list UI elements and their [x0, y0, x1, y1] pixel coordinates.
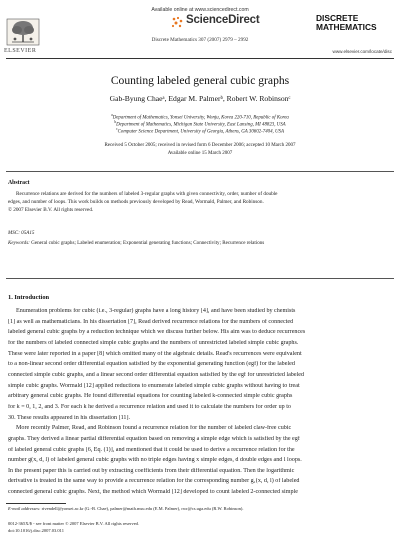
body-text-line: derivative is treated in the same way to provide a recurrence relation for the corresponding number g₁(x, d, l) of labeled [8, 478, 300, 485]
affiliation-c: $^c$Computer Science Department, University of Georgia, Athens, GA 30602-7404, USA [116, 127, 284, 135]
publisher-name: ELSEVIER [4, 48, 37, 54]
body-top-divider [6, 278, 394, 279]
abstract-heading: Abstract [8, 180, 30, 186]
abstract-top-divider [6, 171, 394, 172]
journal-title-line1: DISCRETE [316, 13, 359, 23]
keywords [8, 240, 264, 246]
copyright-line: 0012-365X/$ - see front matter © 2007 Elsevier B.V. All rights reserved. [8, 521, 140, 526]
affiliation-a: $^a$Department of Mathematics, Yonsei University, Wonju, Korea 220-710, Republic of Korea [111, 113, 289, 121]
body-text-line: graphs. They derived a linear partial differential equation based on removing a simple edge which is satisfied by the egf [8, 435, 300, 442]
body-text-line: for the numbers of labeled connected simple cubic graphs and the numbers of unrestricted labeled simple cubic graphs. [8, 339, 299, 346]
body-text-line: 30. These results appeared in his dissertation [11]. [8, 414, 131, 421]
body-text-line: connected simple cubic graphs, and a linear second order differential equation satisfied by the egf for unrestricted labeled [8, 371, 304, 378]
footnote-divider [6, 503, 66, 504]
abstract-copyright: © 2007 Elsevier B.V. All rights reserved. [8, 207, 94, 213]
body-text-line: of labeled general cubic graphs [6, Eq. (1)], and mentioned that it could be used to derive a recurrence relation for the [8, 446, 295, 453]
body-text-line: simple cubic graphs. Wormald [12] applied reductions to enumerate labeled simple cubic graphs without having to treat [8, 382, 300, 389]
affiliation-b: $^b$Department of Mathematics, Michigan State University, East Lansing, MI 48823, USA [114, 120, 286, 128]
body-text-line: In the present paper this is carried out by extracting coefficients from their differential equation. Then the logarithmic [8, 467, 295, 474]
sciencedirect-logo-icon [170, 15, 184, 29]
available-online-date: Available online 15 March 2007 [167, 151, 233, 156]
journal-title-line2: MATHEMATICS [316, 21, 377, 32]
email-label: E-mail addresses: [8, 506, 41, 511]
journal-url-link[interactable]: www.elsevier.com/locate/disc [332, 49, 392, 54]
journal-header [0, 0, 400, 62]
keywords-label: Keywords: [8, 240, 30, 246]
available-online-text: Available online at www.sciencedirect.com [151, 7, 249, 13]
footnote-emails [8, 506, 243, 511]
journal-reference: Discrete Mathematics 307 (2007) 2979 – 2992 [151, 37, 249, 43]
abstract-line-1: Recurrence relations are derived for the numbers of labeled 3-regular graphs with given connectivity, order, number of double [16, 191, 278, 197]
body-text-line: Enumeration problems for cubic (i.e., 3-regular) graphs have a long history [4], and have been studied by chemists [16, 308, 296, 314]
body-text-line: These were later reported in a paper [8] which omitted many of the algebraic details. Read's recurrences were equivalent [8, 350, 302, 357]
email-addresses[interactable]: rivendell@yonsei.ac.kr (G.-B. Chae), palmer@math.msu.edu (E.M. Palmer), rwr@cs.uga.edu (R.W. Robinson). [41, 506, 244, 511]
body-text-line: [1] as well as mathematicians. In his dissertation [7], Read derived recurrence relations for the numbers of connected [8, 318, 294, 325]
received-dates: Received 5 October 2005; received in revised form 6 December 2006; accepted 10 March 2007 [104, 143, 296, 148]
body-text-line: labeled general cubic graphs by a reduction technique which we discuss further below. His aim was to deduce recurrences [8, 329, 306, 336]
body-text-line: for k = 0, 1, 2, and 3. For each k he derived a recurrence relation and used it to calculate the numbers for order up to [8, 403, 291, 410]
article-title: Counting labeled general cubic graphs [110, 74, 290, 87]
keywords-list: General cubic graphs; Labeled enumeration; Exponential generating functions; Connectivity; Recurrence relations [31, 240, 265, 246]
body-text-line: More recently Palmer, Read, and Robinson found a recurrence relation for the number of labeled claw-free cubic [16, 425, 292, 432]
sciencedirect-wordmark: ScienceDirect [186, 14, 260, 26]
body-text-line: to a non-linear second order differential equation satisfied by the exponential generating function (egf) for the labeled [8, 361, 295, 368]
article-authors: Gab-Byung Chaeᵃ, Edgar M. Palmerᵇ, Robert W. Robinsonᶜ [109, 94, 291, 103]
abstract-line-2: edges, and number of loops. This work builds on methods previously developed by Read, Wormald, Palmer, and Robinson. [8, 199, 264, 205]
msc-code: MSC: 05A15 [8, 230, 35, 236]
doi-link[interactable]: doi:10.1016/j.disc.2007.03.011 [8, 528, 64, 533]
header-divider [6, 58, 394, 59]
body-text-line: number g(x, d, l) of labeled general cubic graphs with no triple edges having x simple edges, d double edges and l loops. [8, 457, 302, 464]
body-text-line: connected general cubic graphs. Next, the method which Wormald [12] developed to count labeled 2-connected simple [8, 489, 298, 496]
body-text-line: arbitrary general cubic graphs. He found differential equations for counting labeled k-connected simple cubic graphs [8, 393, 293, 400]
journal-title [316, 14, 377, 31]
section-heading: 1. Introduction [8, 294, 50, 301]
